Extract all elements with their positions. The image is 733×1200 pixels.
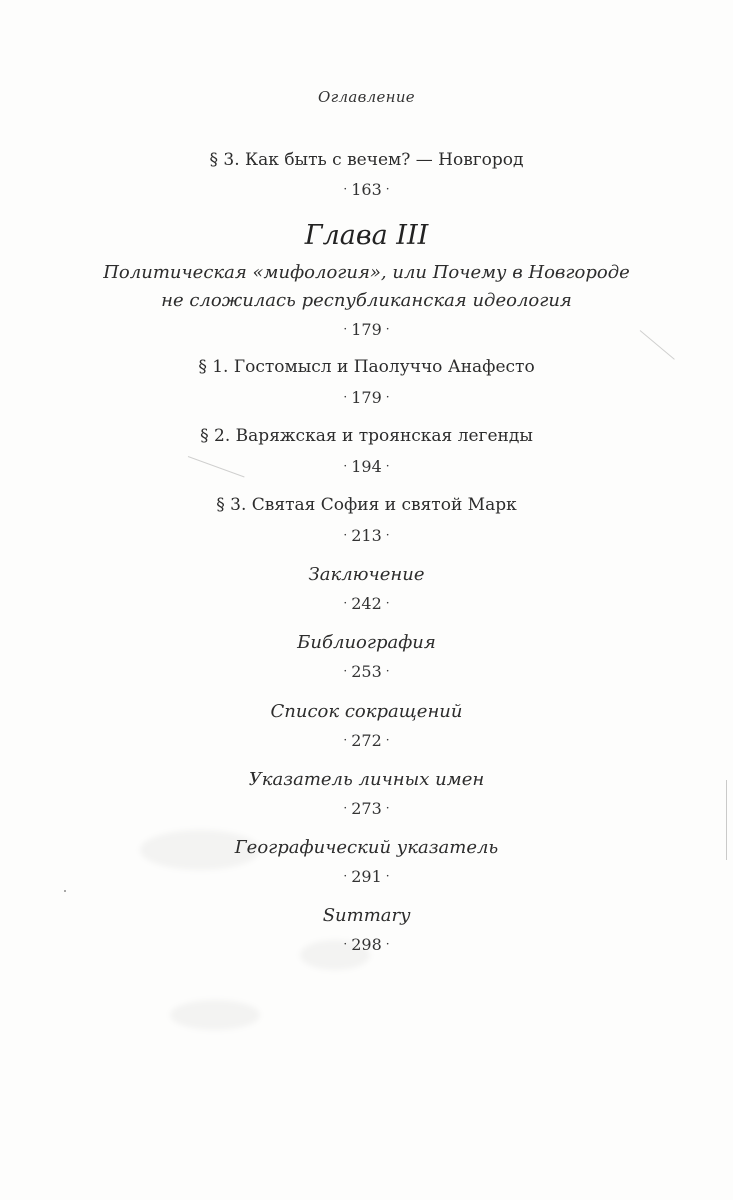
toc-entry-title: Заключение	[308, 564, 425, 585]
page-number: 179	[351, 388, 382, 407]
toc-entry-page: · 242 ·	[343, 594, 390, 613]
page-number: 242	[351, 594, 382, 613]
page-number: 253	[351, 662, 382, 681]
toc-entry-page: · 291 ·	[343, 867, 390, 886]
toc-entry-title: Summary	[322, 905, 411, 926]
toc-entry-title: Библиография	[297, 632, 436, 653]
running-head: Оглавление	[318, 88, 415, 106]
page-number: 163	[351, 180, 382, 199]
toc-entry-page: · 179 ·	[343, 388, 390, 407]
toc-entry-page: · 253 ·	[343, 662, 390, 681]
toc-entry-page: · 179 ·	[343, 320, 390, 339]
page-number: 291	[351, 867, 382, 886]
toc-entry-page: · 213 ·	[343, 526, 390, 545]
page-number: 194	[351, 457, 382, 476]
page-number: 272	[351, 731, 382, 750]
toc-entry-title: § 3. Святая София и святой Марк	[216, 495, 517, 515]
toc-entry-page: · 272 ·	[343, 731, 390, 750]
toc-entry-title: § 2. Варяжская и троянская легенды	[200, 426, 533, 446]
scan-speck	[64, 890, 66, 892]
chapter-subtitle-line: не сложилась республиканская идеология	[161, 290, 572, 311]
toc-entry-title: Список сокращений	[270, 701, 463, 722]
scan-smudge	[170, 1000, 260, 1030]
toc-entry-page: · 194 ·	[343, 457, 390, 476]
toc-entry-page: · 163 ·	[343, 180, 390, 199]
toc-entry-title: Географический указатель	[234, 837, 499, 858]
page-number: 298	[351, 935, 382, 954]
toc-entry-page: · 273 ·	[343, 799, 390, 818]
toc-entry-title: Указатель личных имен	[248, 769, 485, 790]
page-number: 213	[351, 526, 382, 545]
page-number: 273	[351, 799, 382, 818]
toc-entry-page: · 298 ·	[343, 935, 390, 954]
chapter-subtitle-line: Политическая «мифология», или Почему в Новгороде	[103, 262, 630, 283]
toc-entry-title: § 3. Как быть с вечем? — Новгород	[209, 150, 524, 170]
page-number: 179	[351, 320, 382, 339]
toc-entry-title: § 1. Гостомысл и Паолуччо Анафесто	[198, 357, 535, 377]
chapter-heading: Глава III	[304, 220, 429, 251]
